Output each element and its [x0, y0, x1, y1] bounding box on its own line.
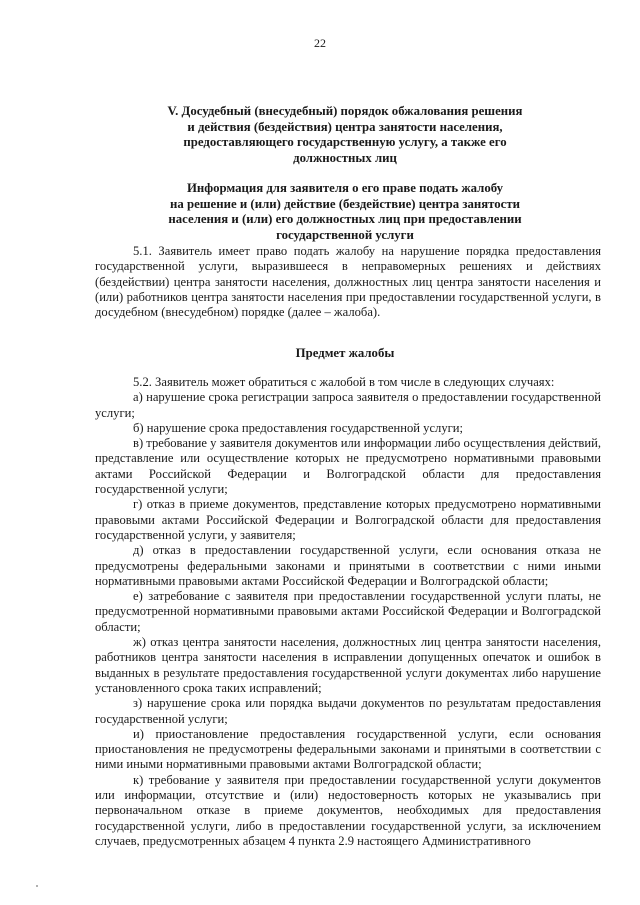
section-heading-line: и действия (бездействия) центра занятости населения, [187, 119, 503, 134]
case-item: ж) отказ центра занятости населения, должностных лиц центра занятости населения, работников центра занятости населения в исправлении допущенных опечаток и ошибок в выданных в результате предоставления государственной услуги документах либо нарушение установленного срока таких исправлений; [95, 635, 601, 695]
page-number: 22 [314, 36, 326, 50]
section-heading-line: V. Досудебный (внесудебный) порядок обжалования решения [167, 104, 523, 118]
info-heading [120, 181, 570, 243]
case-item: д) отказ в предоставлении государственной услуги, если основания отказа не предусмотрены федеральными законами и принятыми в соответствии с ними иными нормативными правовыми актами Российской Федерации и Волгоградской области; [95, 543, 601, 588]
section-heading-line: должностных лиц [293, 150, 397, 165]
subject-heading: Предмет жалобы [295, 346, 395, 360]
scan-speck [36, 885, 38, 887]
paragraph-block-5-1 [95, 244, 601, 320]
case-item: в) требование у заявителя документов или информации либо осуществления действий, представление или осуществление которых не предусмотрено нормативными правовыми актами Российской Федерации и Волгоградской области для предоставления государственной услуги; [95, 436, 601, 497]
paragraph-5-1: 5.1. Заявитель имеет право подать жалобу на нарушение порядка предоставления государственной услуги, выразившееся в неправомерных решениях и действиях (бездействии) центра занятости населения, должностных лиц центра занятости населения и (или) работников центра занятости населения при предоставлении государственной услуги, в досудебном (внесудебном) порядке (далее – жалоба). [95, 244, 601, 320]
case-item: а) нарушение срока регистрации запроса заявителя о предоставлении государственной услуги; [95, 390, 601, 420]
case-item: е) затребование с заявителя при предоставлении государственной услуги платы, не предусмотренной нормативными правовыми актами Российской Федерации и Волгоградской области; [95, 589, 601, 634]
case-item: к) требование у заявителя при предоставлении государственной услуги документов или информации, отсутствие и (или) недостоверность которых не указывались при первоначальном отказе в приеме документов, необходимых для предоставления государственной услуги, либо в предоставлении государственной услуги, за исключением случаев, предусмотренных абзацем 4 пункта 2.9 настоящего Административного [95, 772, 601, 848]
paragraph-5-2-intro: 5.2. Заявитель может обратиться с жалобой в том числе в следующих случаях: [133, 375, 555, 389]
case-item: б) нарушение срока предоставления государственной услуги; [133, 420, 464, 435]
info-heading-line: Информация для заявителя о его праве подать жалобу [186, 181, 504, 195]
case-item: и) приостановление предоставления государственной услуги, если основания приостановления не предусмотрены федеральными законами и принятыми в соответствии с ними иными нормативными правовыми актами Волгоградской области; [95, 726, 601, 772]
info-heading-line: населения и (или) его должностных лиц при предоставлении [168, 212, 522, 226]
case-item: з) нарушение срока или порядка выдачи документов по результатам предоставления государственной услуги; [95, 696, 601, 726]
section-heading [120, 104, 570, 166]
info-heading-line: на решение и (или) действие (бездействие) центра занятости [169, 196, 521, 211]
info-heading-line: государственной услуги [276, 227, 414, 242]
case-item: г) отказ в приеме документов, представление которых предусмотрено нормативными правовыми актами Российской Федерации и Волгоградской области для предоставления государственной услуги, у заявителя; [95, 497, 601, 542]
paragraph-block-5-2 [95, 375, 601, 849]
section-heading-line: предоставляющего государственную услугу, а также его [183, 135, 507, 149]
